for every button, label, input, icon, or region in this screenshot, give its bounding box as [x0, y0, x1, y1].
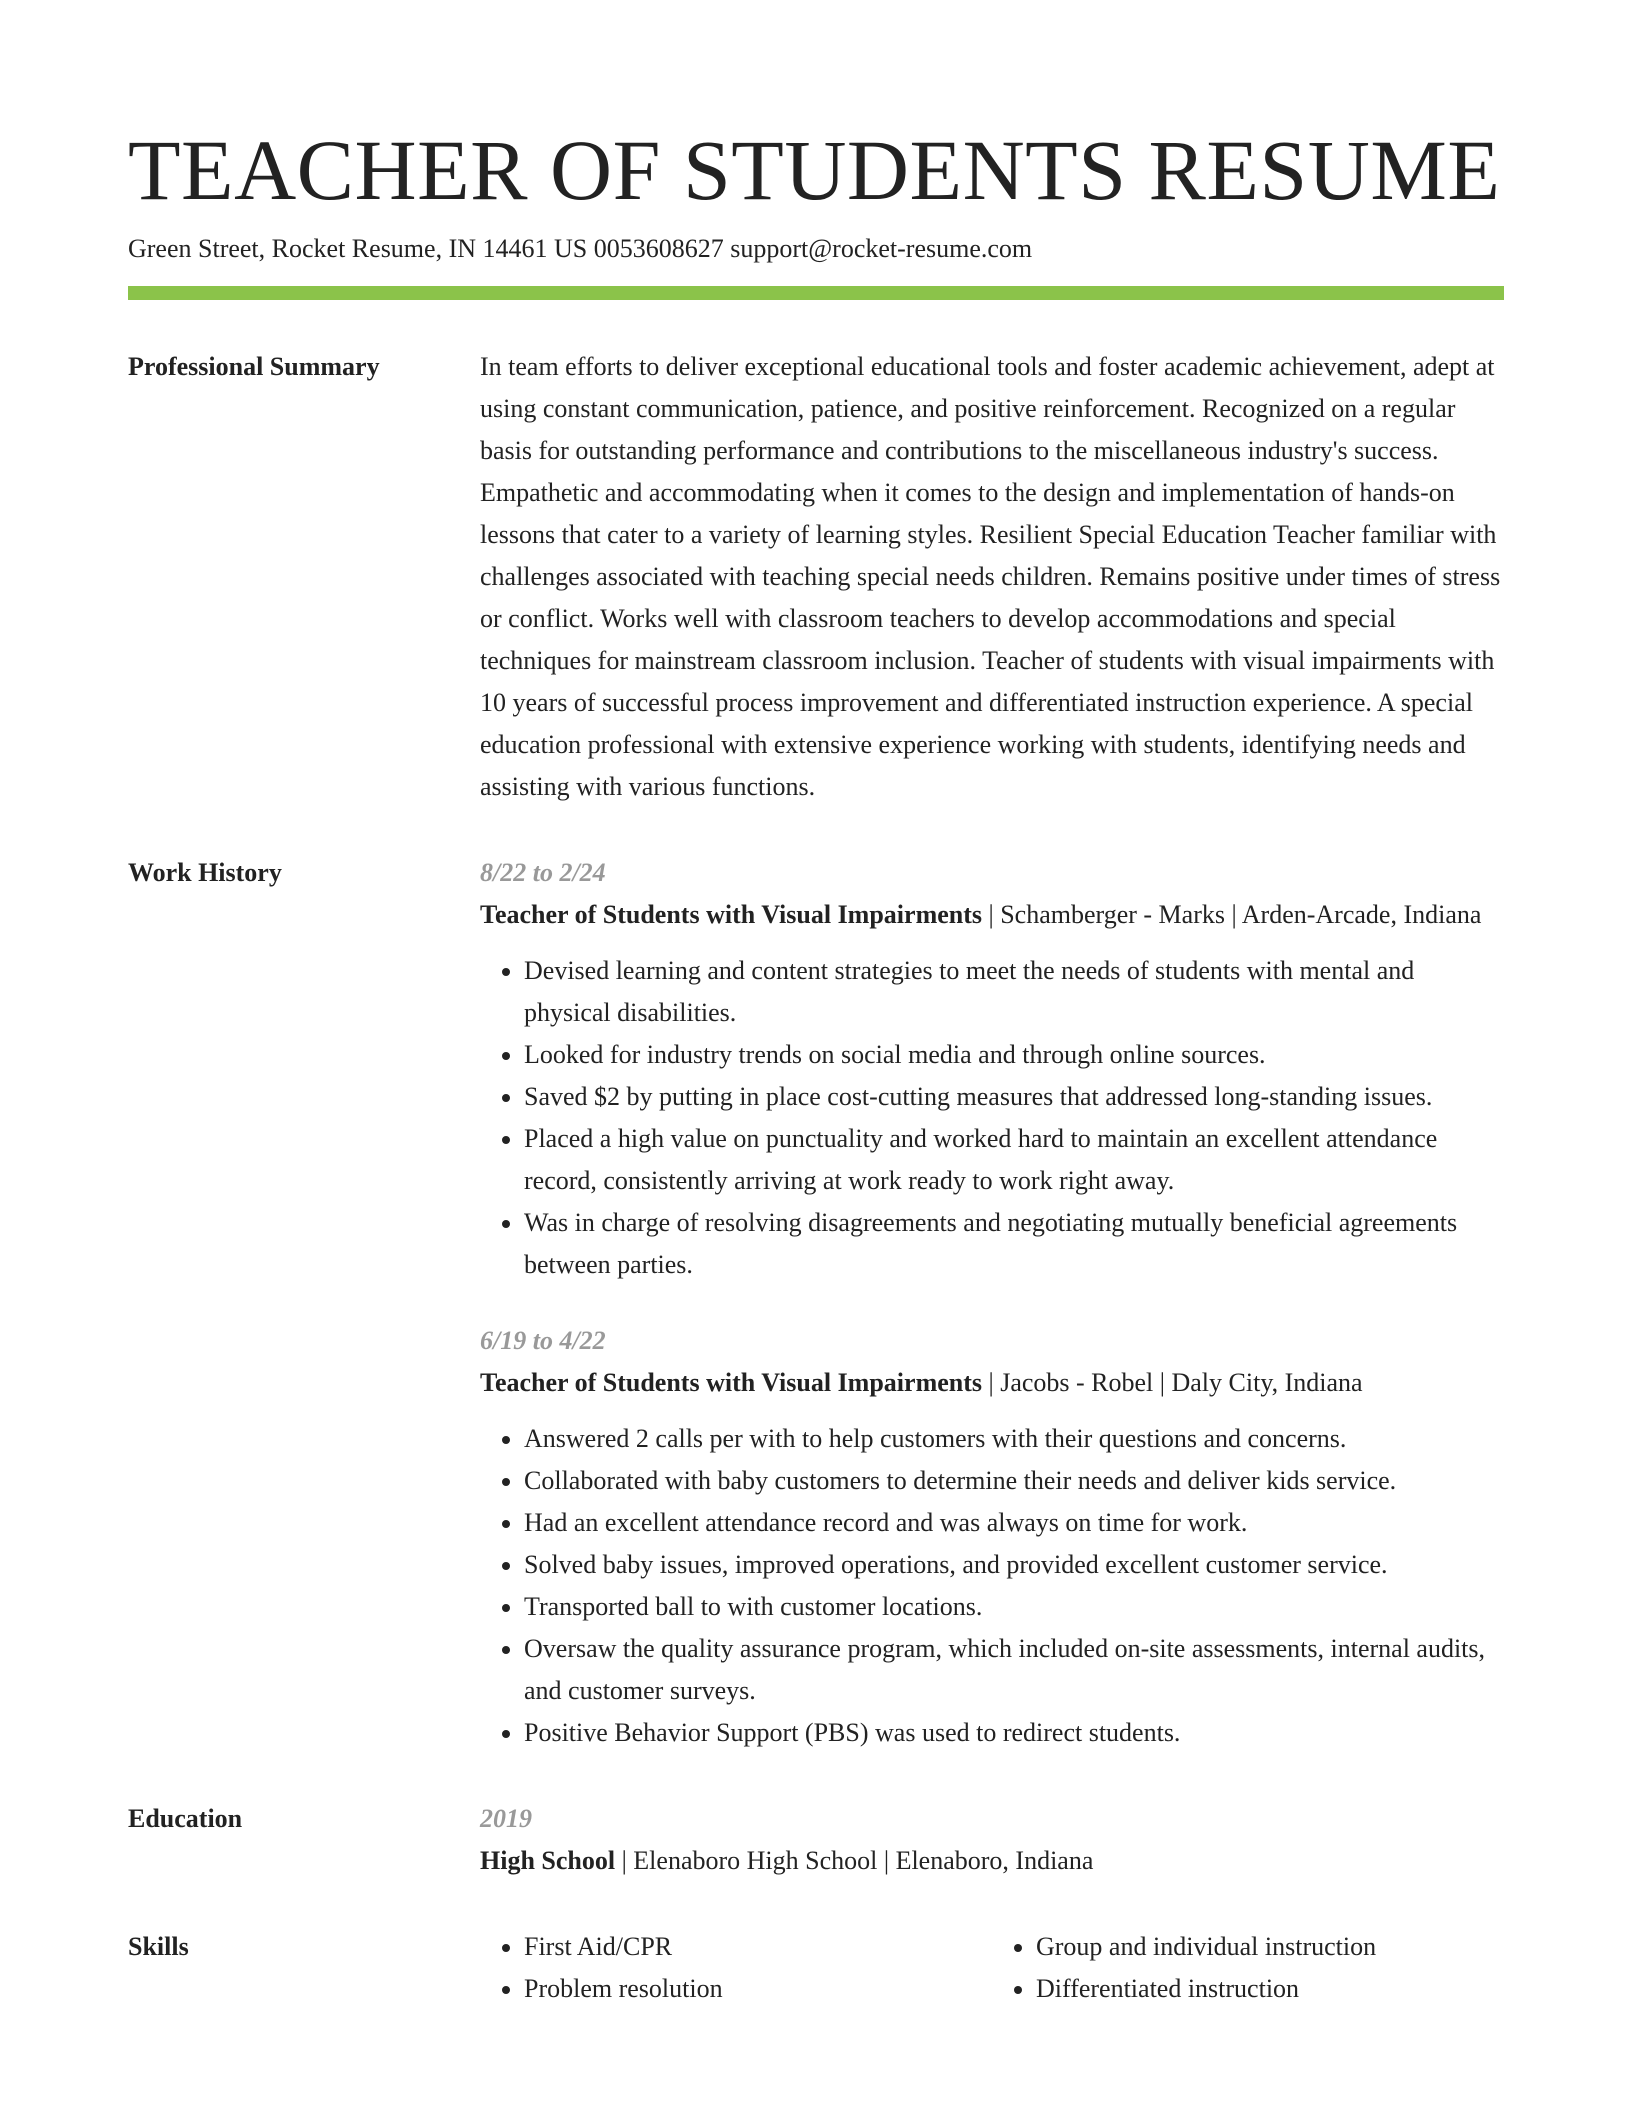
education-school-location: | Elenaboro High School | Elenaboro, Indiana	[615, 1846, 1094, 1875]
skill-item: • Group and individual instruction	[1036, 1926, 1504, 1968]
job-bullet: • Solved baby issues, improved operations, and provided excellent customer service.	[524, 1544, 1504, 1586]
job-bullet: • Placed a high value on punctuality and worked hard to maintain an excellent attendance record, consistently arriving at work ready to work right away.	[524, 1118, 1504, 1202]
contact-line: Green Street, Rocket Resume, IN 14461 US 0053608627 support@rocket-resume.com	[128, 234, 1033, 263]
job-bullet: • Saved $2 by putting in place cost-cutting measures that addressed long-standing issues.	[524, 1076, 1504, 1118]
skills-label: Skills	[128, 1932, 189, 1961]
skills-body	[480, 1926, 1504, 2010]
skills-grid	[480, 1926, 1504, 2010]
job-bullets	[480, 1418, 1504, 1754]
resume-title: TEACHER OF STUDENTS RESUME	[128, 122, 1501, 218]
job-entry	[480, 1320, 1504, 1754]
work-history-label: Work History	[128, 858, 282, 887]
job-bullet: • Answered 2 calls per with to help customers with their questions and concerns.	[524, 1418, 1504, 1460]
job-title: Teacher of Students with Visual Impairments	[480, 1368, 982, 1397]
work-history-body	[480, 852, 1504, 1754]
job-title: Teacher of Students with Visual Impairments	[480, 900, 982, 929]
skills-list	[992, 1926, 1504, 2010]
job-bullet: • Had an excellent attendance record and was always on time for work.	[524, 1502, 1504, 1544]
education-heading	[480, 1840, 1504, 1882]
skills-column-right	[992, 1926, 1504, 2010]
summary-body	[480, 346, 1504, 808]
job-bullet: • Collaborated with baby customers to determine their needs and deliver kids service.	[524, 1460, 1504, 1502]
job-bullet: • Devised learning and content strategies to meet the needs of students with mental and physical disabilities.	[524, 950, 1504, 1034]
job-bullet: • Positive Behavior Support (PBS) was used to redirect students.	[524, 1712, 1504, 1754]
job-dates: 6/19 to 4/22	[480, 1326, 606, 1355]
job-bullet: • Oversaw the quality assurance program, which included on-site assessments, internal audits, and customer surveys.	[524, 1628, 1504, 1712]
job-bullet: • Transported ball to with customer locations.	[524, 1586, 1504, 1628]
job-dates: 8/22 to 2/24	[480, 858, 606, 887]
skills-column-left	[480, 1926, 992, 2010]
education-label: Education	[128, 1804, 243, 1833]
education-body	[480, 1798, 1504, 1882]
education-degree: High School	[480, 1846, 616, 1875]
summary-label: Professional Summary	[128, 352, 380, 381]
job-bullets	[480, 950, 1504, 1286]
resume-page	[128, 120, 1504, 2010]
skill-item: • First Aid/CPR	[524, 1926, 992, 1968]
skills-section	[128, 1932, 1504, 2010]
job-employer-location: | Schamberger - Marks | Arden-Arcade, Indiana	[982, 900, 1482, 929]
job-bullet: • Looked for industry trends on social media and through online sources.	[524, 1034, 1504, 1076]
accent-divider	[128, 286, 1504, 300]
job-bullet: • Was in charge of resolving disagreements and negotiating mutually beneficial agreements between parties.	[524, 1202, 1504, 1286]
skills-list	[480, 1926, 992, 2010]
job-entry	[480, 852, 1504, 1286]
education-section	[128, 1804, 1504, 1882]
job-heading	[480, 1362, 1504, 1404]
skill-item: • Differentiated instruction	[1036, 1968, 1504, 2010]
job-employer-location: | Jacobs - Robel | Daly City, Indiana	[982, 1368, 1363, 1397]
job-heading	[480, 894, 1504, 936]
education-year: 2019	[480, 1804, 532, 1833]
summary-section	[128, 352, 1504, 808]
work-history-section	[128, 858, 1504, 1754]
summary-text: In team efforts to deliver exceptional educational tools and foster academic achievement, adept at using constant communication, patience, and positive reinforcement. Recognized on a regular basis for outstanding performance and contributions to the miscellaneous industry's success. Empathetic and accommodating when it comes to the design and implementation of hands-on lessons that cater to a variety of learning styles. Resilient Special Education Teacher familiar with challenges associated with teaching special needs children. Remains positive under times of stress or conflict. Works well with classroom teachers to develop accommodations and special techniques for mainstream classroom inclusion. Teacher of students with visual impairments with 10 years of successful process improvement and differentiated instruction experience. A special education professional with extensive experience working with students, identifying needs and assisting with various functions.	[480, 352, 1501, 801]
skill-item: • Problem resolution	[524, 1968, 992, 2010]
